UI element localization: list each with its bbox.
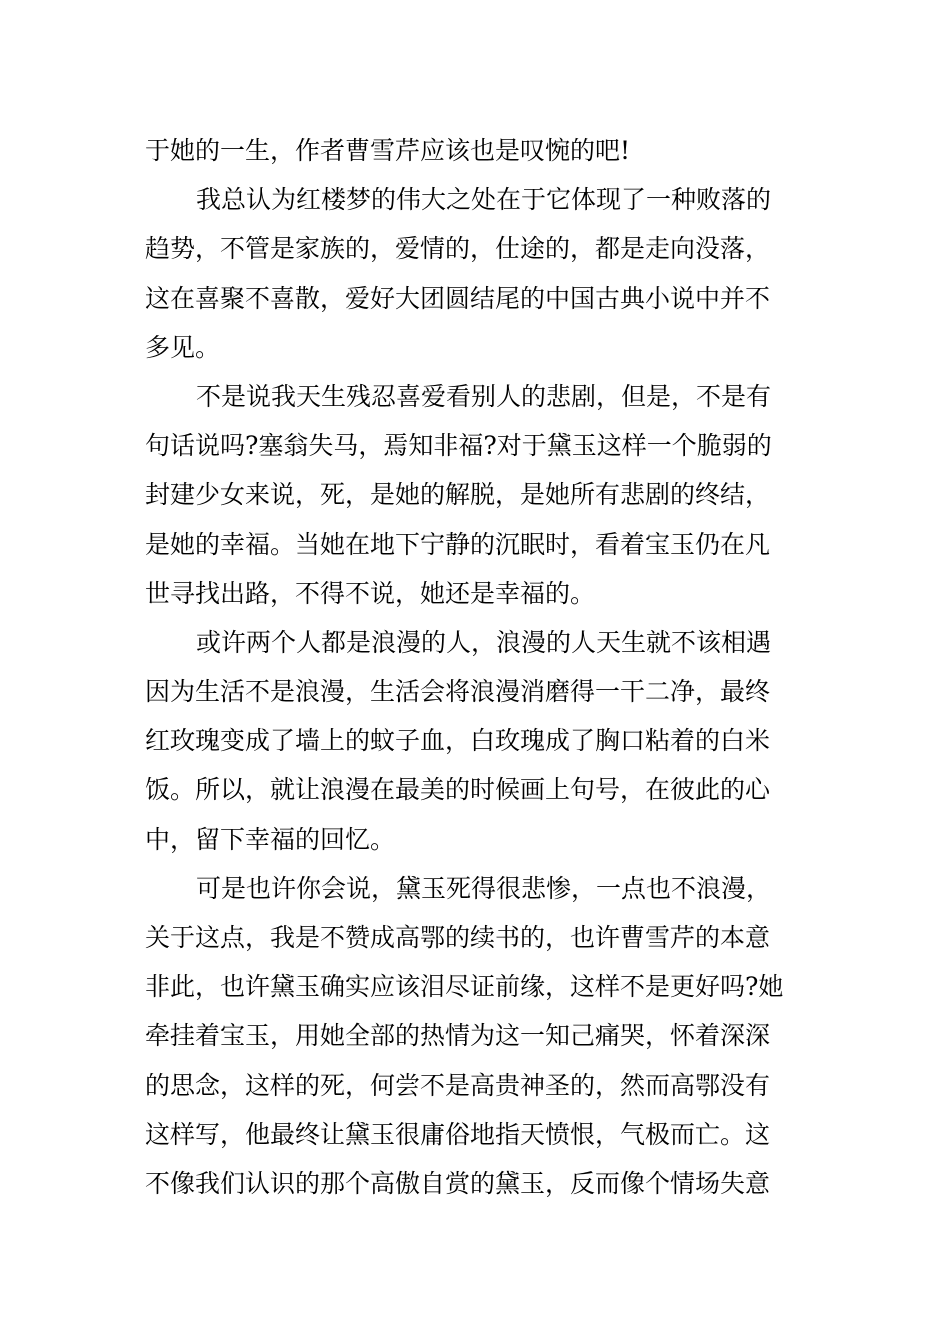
text-line: 牵挂着宝玉，用她全部的热情为这一知己痛哭，怀着深深 <box>145 1021 771 1051</box>
text-line: 的思念，这样的死，何尝不是高贵神圣的，然而高鄂没有 <box>145 1070 771 1100</box>
text-line: 关于这点，我是不赞成高鄂的续书的，也许曹雪芹的本意 <box>145 923 771 952</box>
text-line: 中，留下幸福的回忆。 <box>145 824 396 854</box>
text-line: 不像我们认识的那个高傲自赏的黛玉，反而像个情场失意 <box>145 1168 771 1198</box>
text-line: 红玫瑰变成了墙上的蚊子血，白玫瑰成了胸口粘着的白米 <box>145 726 771 756</box>
text-line: 趋势，不管是家族的，爱情的，仕途的，都是走向没落， <box>145 234 771 264</box>
text-line: 非此，也许黛玉确实应该泪尽证前缘，这样不是更好吗?她 <box>145 972 784 1002</box>
text-line: 封建少女来说，死，是她的解脱，是她所有悲剧的终结， <box>145 480 771 510</box>
body-text <box>145 126 807 1208</box>
text-line: 句话说吗?塞翁失马，焉知非福?对于黛玉这样一个脆弱的 <box>145 431 772 461</box>
text-line: 这在喜聚不喜散，爱好大团圆结尾的中国古典小说中并不 <box>145 283 771 313</box>
paragraph-first-line: 我总认为红楼梦的伟大之处在于它体现了一种败落的 <box>196 185 772 215</box>
paragraph-first-line: 或许两个人都是浪漫的人，浪漫的人天生就不该相遇 <box>196 627 772 657</box>
text-line: 这样写，他最终让黛玉很庸俗地指天愤恨，气极而亡。这 <box>145 1119 771 1149</box>
text-line: 是她的幸福。当她在地下宁静的沉眠时，看着宝玉仍在凡 <box>145 529 771 559</box>
text-line: 饭。所以，就让浪漫在最美的时候画上句号，在彼此的心 <box>145 775 771 805</box>
paragraph-first-line: 不是说我天生残忍喜爱看别人的悲剧，但是，不是有 <box>196 381 772 411</box>
text-line: 世寻找出路，不得不说，她还是幸福的。 <box>145 578 596 608</box>
text-line: 多见。 <box>145 332 221 362</box>
text-line: 于她的一生，作者曹雪芹应该也是叹惋的吧! <box>145 136 631 165</box>
paragraph-first-line: 可是也许你会说，黛玉死得很悲惨，一点也不浪漫， <box>196 873 772 903</box>
text-line: 因为生活不是浪漫，生活会将浪漫消磨得一干二净，最终 <box>145 677 771 707</box>
